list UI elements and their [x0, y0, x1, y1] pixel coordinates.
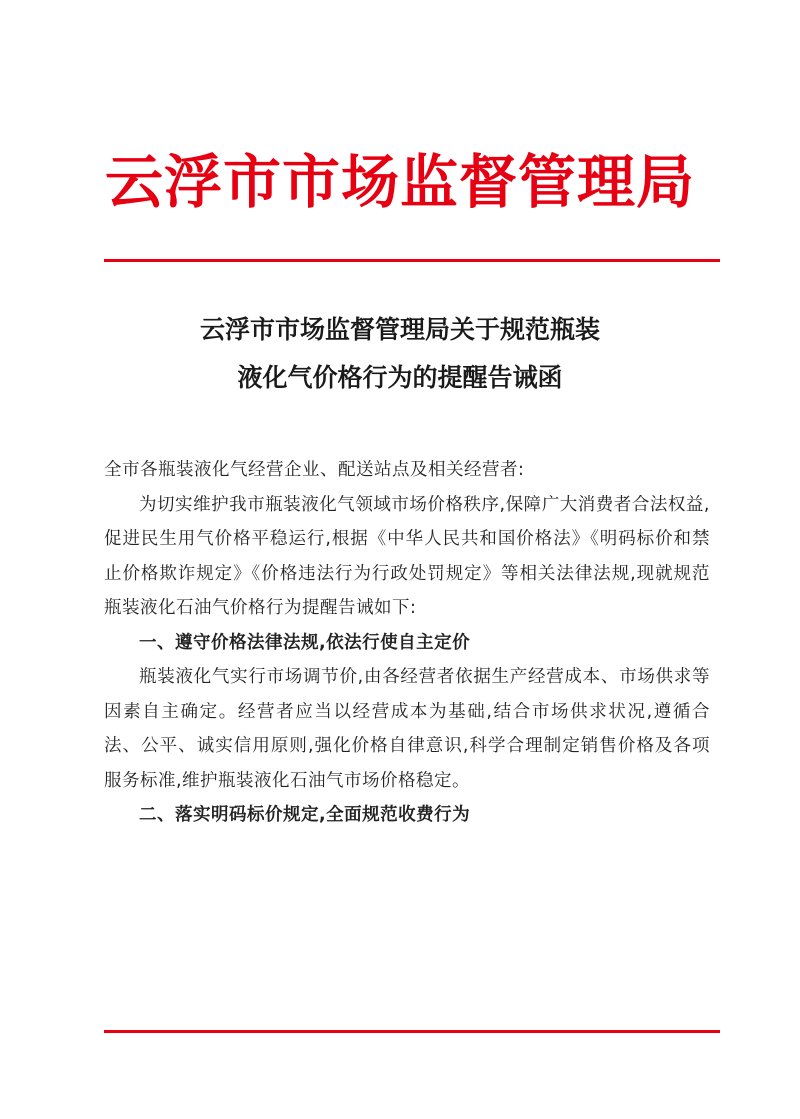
document-title-line-2: 液化气价格行为的提醒告诫函 [237, 363, 563, 392]
section-1-paragraph: 瓶装液化气实行市场调节价,由各经营者依据生产经营成本、市场供求等因素自主确定。经营者应当以经营成本为基础,结合市场供求状况,遵循合法、公平、诚实信用原则,强化价格自律意识,科学合理制定销售价格及各项服务标准,维护瓶装液化石油气市场价格稳定。 [104, 667, 710, 791]
agency-header-title: 云浮市市场监督管理局 [104, 148, 695, 216]
section-2-heading: 二、落实明码标价规定,全面规范收费行为 [139, 805, 471, 825]
document-title-line-1: 云浮市市场监督管理局关于规范瓶装 [199, 315, 600, 344]
salutation: 全市各瓶装液化气经营企业、配送站点及相关经营者: [104, 460, 525, 480]
document-body [104, 453, 710, 833]
section-1-heading: 一、遵守价格法律法规,依法行使自主定价 [139, 632, 471, 653]
footer-red-rule [104, 1030, 720, 1033]
intro-paragraph: 为切实维护我市瓶装液化气领域市场价格秩序,保障广大消费者合法权益,促进民生用气价格平稳运行,根据《中华人民共和国价格法》《明码标价和禁止价格欺诈规定》《价格违法行为行政处罚规定》等相关法律法规,现就规范瓶装液化石油气价格行为提醒告诫如下: [104, 494, 710, 618]
header-red-rule [104, 259, 720, 262]
document-title [0, 306, 800, 402]
